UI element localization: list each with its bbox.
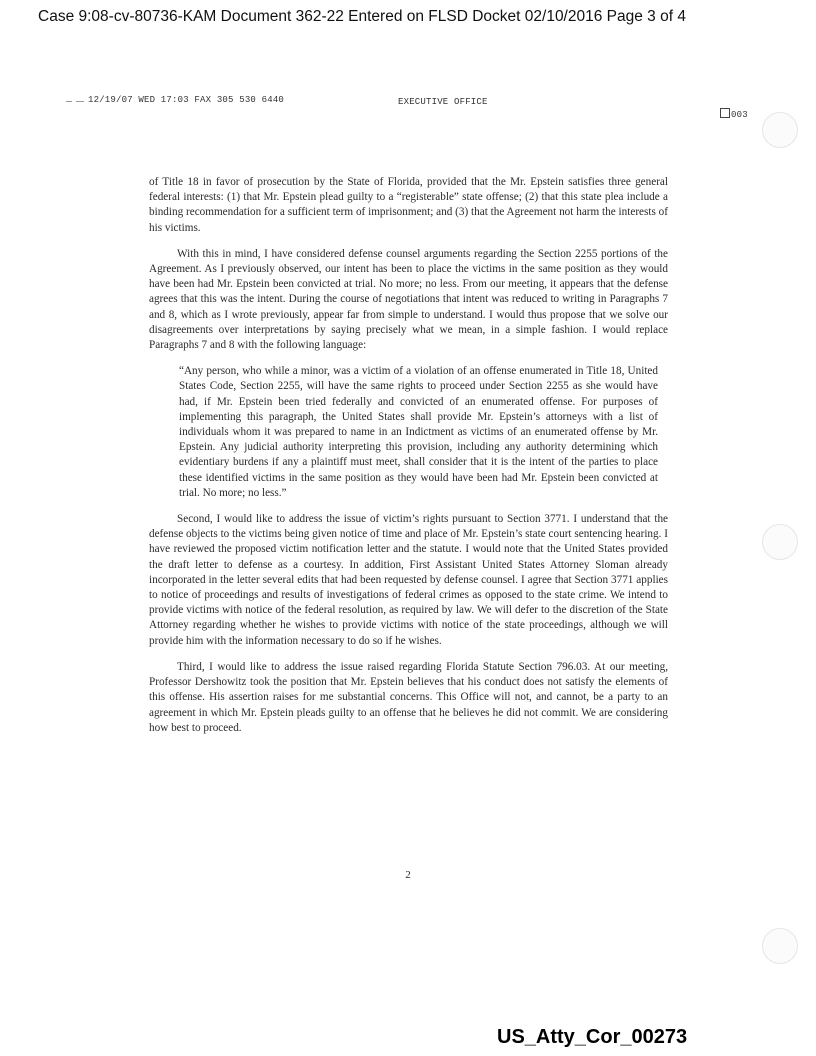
page-number: 2 — [405, 869, 411, 881]
court-filing-header: Case 9:08-cv-80736-KAM Document 362-22 Entered on FLSD Docket 02/10/2016 Page 3 of 4 — [38, 8, 686, 25]
scan-mark — [66, 101, 72, 102]
punch-hole-mark — [762, 112, 798, 148]
letter-body — [149, 175, 668, 747]
paragraph-section-2255: With this in mind, I have considered defense counsel arguments regarding the Section 2255 portions of the Agreement. As I previously observed, our intent has been to place the victims in the same position as they would have been had Mr. Epstein been convicted at trial. No more; no less. From our meeting, it appears that the defense agrees that this was the intent. During the course of negotiations that intent was reduced to writing in Paragraphs 7 and 8, which as I wrote previously, appear far from simple to understand. I would thus propose that we solve our disagreements over interpretations by saying precisely what we mean, in a simple fashion. I would replace Paragraphs 7 and 8 with the following language: — [149, 247, 668, 352]
scan-mark — [76, 101, 84, 102]
fax-page-code: 003 — [720, 108, 748, 120]
fax-office: EXECUTIVE OFFICE — [398, 97, 488, 107]
paragraph-continued: of Title 18 in favor of prosecution by the State of Florida, provided that the Mr. Epstein satisfies three general federal interests: (1) that Mr. Epstein plead guilty to a “registerable” state offense; (2) that this state plea include a binding recommendation for a sufficient term of imprisonment; and (3) that the Agreement not harm the interests of his victims. — [149, 176, 668, 234]
paragraph-section-3771: Second, I would like to address the issue of victim’s rights pursuant to Section 3771. I understand that the defense objects to the victims being given notice of time and place of Mr. Epstein’s state court sentencing hearing. I have reviewed the proposed victim notification letter and the statute. I would note that the United States provided the draft letter to defense as a courtesy. In addition, First Assistant United States Attorney Sloman already incorporated in the letter several edits that had been requested by defense counsel. I agree that Section 3771 applies to notice of proceedings and results of investigations of federal crimes as opposed to the state crime. We intend to provide victims with notice of the federal resolution, as required by law. We will defer to the discretion of the State Attorney regarding whether he wishes to provide victims with notice of the state proceedings, although we will provide him with the information necessary to do so if he wishes. — [149, 513, 668, 647]
fax-page-box-icon — [720, 108, 730, 118]
fax-datetime: 12/19/07 WED 17:03 FAX 305 530 6440 — [88, 95, 285, 105]
paragraph-section-796: Third, I would like to address the issue raised regarding Florida Statute Section 796.03. At our meeting, Professor Dershowitz took the position that Mr. Epstein believes that his conduct does not satisfy the elements of this offense. His assertion raises for me substantial concerns. This Office will not, and cannot, be a party to an agreement in which Mr. Epstein pleads guilty to an offense that he believes he did not commit. We are considering how best to proceed. — [149, 660, 668, 734]
punch-hole-mark — [762, 524, 798, 560]
punch-hole-mark — [762, 928, 798, 964]
proposed-language-quote: “Any person, who while a minor, was a victim of a violation of an offense enumerated in Title 18, United States Code, Section 2255, will have the same rights to proceed under Section 2255 as she would have had, if Mr. Epstein been tried federally and convicted of an enumerated offense. For purposes of implementing this paragraph, the United States shall provide Mr. Epstein’s attorneys with a list of individuals whom it was prepared to name in an Indictment as victims of an enumerated offense by Mr. Epstein. Any judicial authority interpreting this provision, including any authority determining which evidentiary burdens if any a plaintiff must meet, shall consider that it is the intent of the parties to place these identified victims in the same position as they would have been had Mr. Epstein been convicted at trial. No more; no less.” — [179, 365, 658, 499]
bates-number: US_Atty_Cor_00273 — [497, 1026, 688, 1048]
